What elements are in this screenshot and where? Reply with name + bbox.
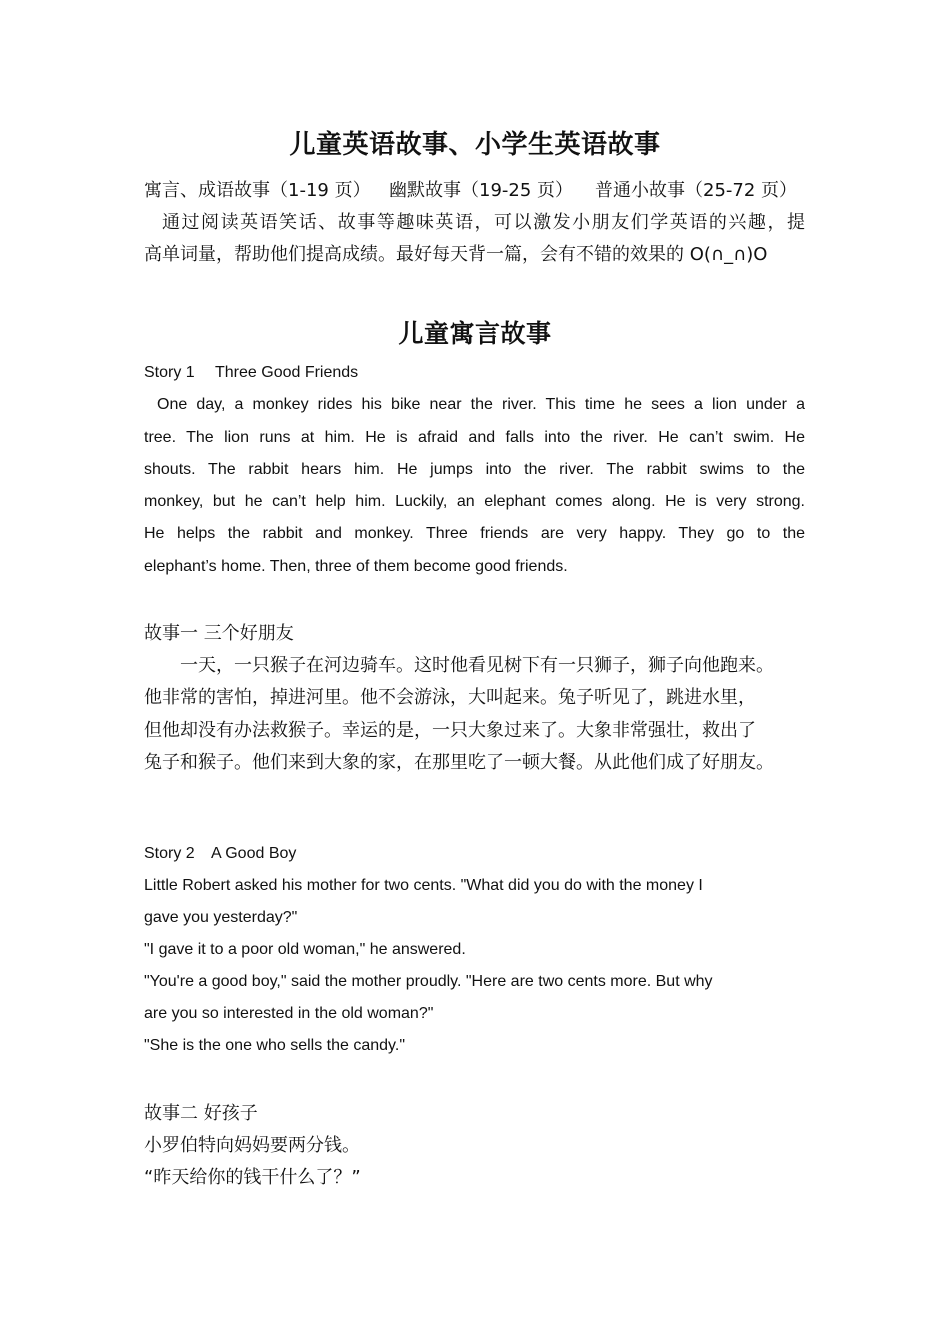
story1-en-line: He helps the rabbit and monkey. Three friends are very happy. They go to the	[144, 525, 805, 542]
story1-heading-title: Three Good Friends	[215, 364, 359, 381]
story2-en-line: "I gave it to a poor old woman," he answered.	[144, 941, 466, 958]
story2-en-line: "You're a good boy," said the mother proudly. "Here are two cents more. But why	[144, 973, 713, 990]
story2-en-line: Little Robert asked his mother for two cents. "What did you do with the money I	[144, 877, 703, 894]
story1-en-line: elephant’s home. Then, three of them become good friends.	[144, 558, 568, 575]
story1-en-line: shouts. The rabbit hears him. He jumps into the river. The rabbit swims to the	[144, 461, 805, 478]
story2-heading-number: Story 2	[144, 845, 195, 862]
story2-cn-line: “昨天给你的钱干什么了？”	[144, 1167, 361, 1188]
story2-en-line: gave you yesterday?"	[144, 909, 298, 926]
story2-en-line: are you so interested in the old woman?"	[144, 1005, 434, 1022]
intro-line: 通过阅读英语笑话、故事等趣味英语，可以激发小朋友们学英语的兴趣，提	[162, 212, 805, 232]
intro-line: 高单词量，帮助他们提高成绩。最好每天背一篇，会有不错的效果的 O(∩_∩)O	[144, 244, 768, 265]
story2-cn-line: 小罗伯特向妈妈要两分钱。	[144, 1135, 360, 1156]
story1-heading-number: Story 1	[144, 364, 195, 381]
story1-en-line: One day, a monkey rides his bike near the river. This time he sees a lion under a	[157, 396, 805, 413]
story1-cn-heading: 故事一 三个好朋友	[144, 623, 294, 644]
story2-en-line: "She is the one who sells the candy."	[144, 1037, 405, 1054]
story1-cn-line: 但他却没有办法救猴子。幸运的是，一只大象过来了。大象非常强壮，救出了	[144, 720, 756, 741]
section-title: 儿童寓言故事	[398, 319, 552, 348]
story1-en-line: monkey, but he can’t help him. Luckily, an elephant comes along. He is very strong.	[144, 493, 805, 510]
story1-cn-line: 他非常的害怕，掉进河里。他不会游泳，大叫起来。兔子听见了，跳进水里，	[144, 687, 756, 708]
category-list	[0, 176, 950, 200]
document-title: 儿童英语故事、小学生英语故事	[289, 130, 661, 160]
story1-cn-line: 一天，一只猴子在河边骑车。这时他看见树下有一只狮子，狮子向他跑来。	[180, 655, 774, 676]
story2-cn-heading: 故事二 好孩子	[144, 1103, 258, 1124]
story2-heading-title: A Good Boy	[211, 845, 297, 862]
story1-cn-line: 兔子和猴子。他们来到大象的家，在那里吃了一顿大餐。从此他们成了好朋友。	[144, 752, 774, 773]
story1-en-line: tree. The lion runs at him. He is afraid and falls into the river. He can’t swim. He	[144, 429, 805, 446]
category-fables: 寓言、成语故事（1-19 页）	[144, 180, 371, 201]
category-general: 普通小故事（25-72 页）	[595, 180, 798, 201]
category-humor: 幽默故事（19-25 页）	[389, 180, 574, 201]
